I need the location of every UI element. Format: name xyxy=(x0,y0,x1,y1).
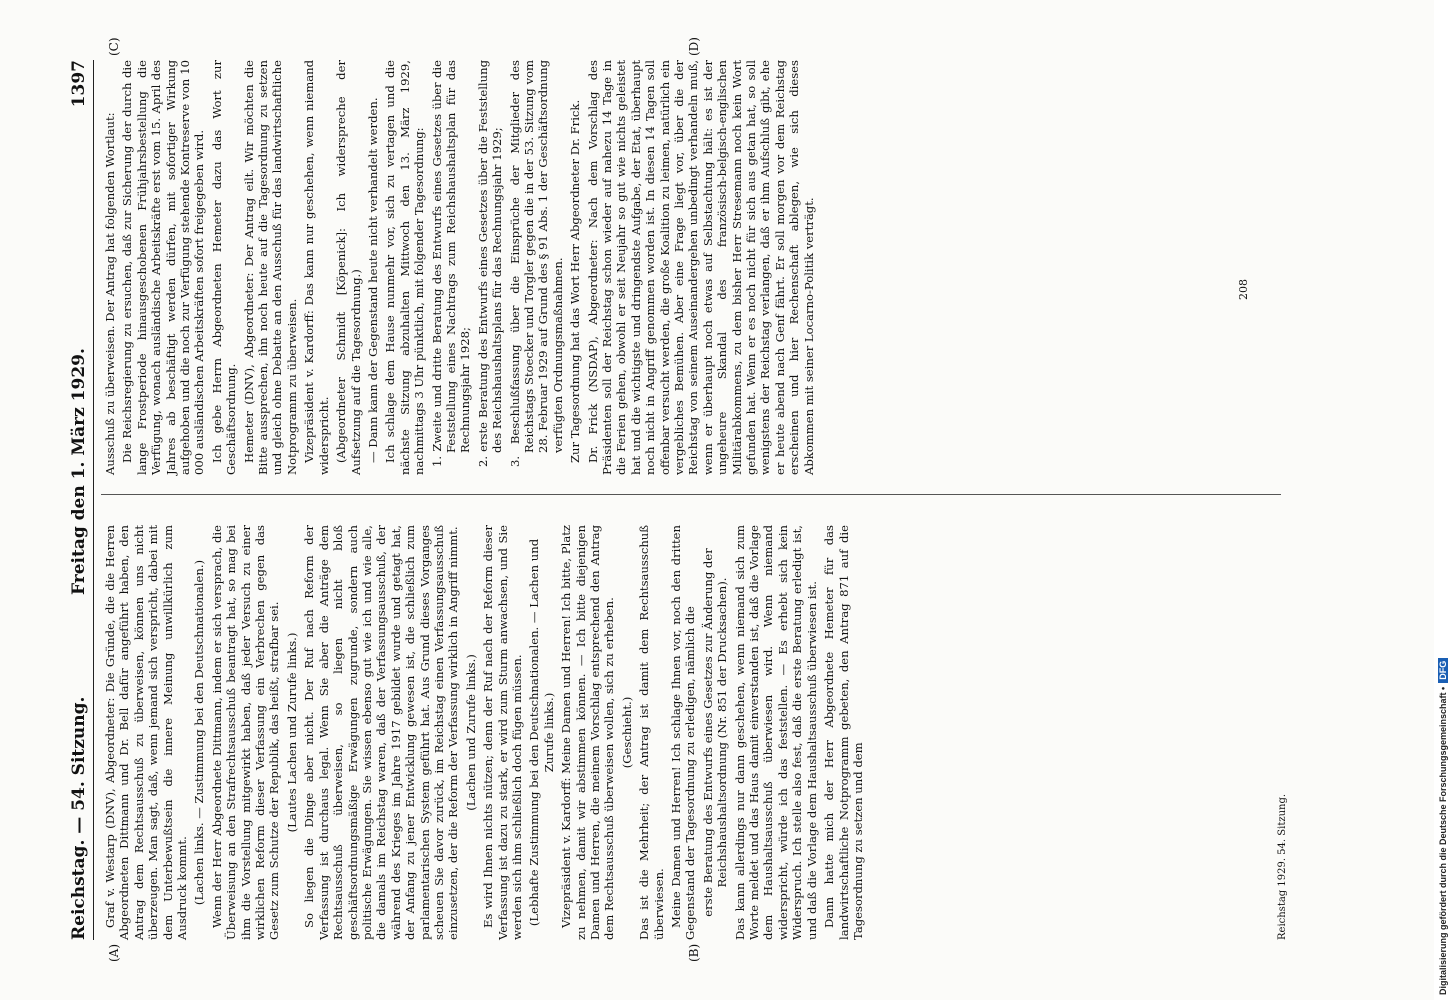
agenda-item: 3. Beschlußfassung über die Einsprüche der Mitglieder des Reichstags Stoecker und Torgler gegen die in der 53. Sitzung vom 28. Februar 1929 auf Grund des § 91 Abs. 1 der Geschäftsordnung verfügten Ordnungsmaßnahmen. xyxy=(507,60,565,467)
header-center: Freitag den 1. März 1929. xyxy=(69,348,89,595)
margin-mark-b: (B) xyxy=(687,943,701,962)
paragraph: Es wird Ihnen nichts nützen; denn der Ruf nach der Reform dieser Verfassung ist dazu zu stark, er wird zum Sturm anwachsen, und Sie werden sich ihm schließlich doch fügen müssen. xyxy=(481,525,524,940)
margin-mark-c: (C) xyxy=(107,37,121,56)
agenda-item: erste Beratung des Entwurfs eines Gesetzes zur Änderung der Reichshaushaltsordnung (Nr. 851 der Drucksachen). xyxy=(700,548,730,917)
paragraph: Meine Damen und Herren! Ich schlage Ihnen vor, noch den dritten Gegenstand der Tagesordnung zu erledigen, nämlich die xyxy=(669,525,698,940)
paragraph: Graf v. Westarp (DNV), Abgeordneter: Die Gründe, die die Herren Abgeordneten Dittmann und Dr. Bell dafür angeführt haben, den Antrag dem Rechtsausschuß zu überweisen, können uns nicht überzeugen. Man sagt, daß, wenn jemand sich verspricht, dabei mit dem Unterbewußtsein die innere Meinung unwillkürlich zum Ausdruck kommt. xyxy=(103,525,190,940)
page-footer: Reichstag 1929. 54. Sitzung. xyxy=(1277,793,1288,940)
page-header xyxy=(67,60,94,940)
interjection: (Lachen und Zurufe links.) xyxy=(463,654,478,811)
funding-text: Digitalisierung gefördert durch die Deutsche Forschungsgemeinschaft • xyxy=(1438,686,1448,995)
interjection: (Geschieht.) xyxy=(619,696,634,769)
paragraph: So liegen die Dinge aber nicht. Der Ruf nach Reform der Verfassung ist durchaus legal. Wenn Sie aber die Anträge dem Rechtsausschuß überweisen, so liegen nicht bloß geschäftsordnungsmäßige Erwägungen zugrunde, sondern auch politische Erwägungen. Sie wissen ebenso gut wie ich und wie alle, die damals im Reichstag waren, daß der Verfassungsausschuß, der während des Krieges im Jahre 1917 gebildet wurde und getagt hat, der Anfang zu jener Entwicklung gewesen ist, die schließlich zum parlamentarischen System geführt hat. Aus Grund dieses Vorganges scheuen Sie davor zurück, im Reichstag einen Verfassungsausschuß einzusetzen, der die Reform der Verfassung wirklich in Angriff nimmt. xyxy=(302,525,461,940)
paragraph: Vizepräsident v. Kardorff: Meine Damen und Herren! Ich bitte, Platz zu nehmen, damit wir abstimmen können. — Ich bitte diejenigen Damen und Herren, die meinem Vorschlag entsprechend den Antrag dem Rechtsausschuß überweisen wollen, sich zu erheben. xyxy=(559,525,617,940)
paragraph: Ich gebe Herrn Abgeordneten Hemeter dazu das Wort zur Geschäftsordnung. xyxy=(209,60,239,475)
sheet-number: 208 xyxy=(1237,279,1250,300)
interjection: (Lebhafte Zustimmung bei den Deutschnationalen. — Lachen und Zurufe links.) xyxy=(527,538,556,927)
column-divider xyxy=(101,494,1281,495)
paragraph: Ausschuß zu überweisen. Der Antrag hat folgenden Wortlaut: xyxy=(103,112,117,475)
paragraph: Zur Tagesordnung hat das Wort Herr Abgeordneter Dr. Frick. xyxy=(568,99,583,463)
paragraph: Das kann allerdings nur dann geschehen, wenn niemand sich zum Worte meldet und das Haus damit einverstanden ist, daß die Vorlage dem Haushaltsausschuß überwiesen wird. Wenn niemand widerspricht, würde ich das feststellen. — Es erhebt sich kein Widerspruch. Ich stelle also fest, daß die erste Beratung erledigt ist, und daß die Vorlage dem Haushaltsausschuß überwiesen ist. xyxy=(732,525,819,940)
paragraph: — Dann kann der Gegenstand heute nicht verhandelt werden. xyxy=(365,97,380,463)
margin-mark-a: (A) xyxy=(107,943,121,962)
interjection: (Lautes Lachen und Zurufe links.) xyxy=(284,632,299,833)
paragraph: Hemeter (DNV), Abgeordneter: Der Antrag eilt. Wir möchten die Bitte aussprechen, ihn noch heute auf die Tagesordnung zu setzen und gleich ohne Debatte an den Ausschuß für das landwirtschaftliche Notprogramm zu überweisen. xyxy=(241,60,299,475)
interjection: (Abgeordneter Schmidt [Köpenick]: Ich widerspreche der Aufsetzung auf die Tagesordnung.) xyxy=(334,60,363,475)
interjection: (Lachen links. — Zustimmung bei den Deutschnationalen.) xyxy=(192,559,207,906)
left-column xyxy=(103,525,868,940)
margin-mark-d: (D) xyxy=(687,37,701,56)
agenda-item: 2. erste Beratung des Entwurfs eines Gesetzes über die Feststellung des Reichshaushaltsplans für das Rechnungsjahr 1929; xyxy=(475,60,505,467)
rotated-document-page xyxy=(67,37,1297,962)
paragraph: Ich schlage dem Hause nunmehr vor, sich zu vertagen und die nächste Sitzung abzuhalten Mittwoch den 13. März 1929, nachmittags 3 Uhr pünktlich, mit folgender Tagesordnung: xyxy=(383,60,427,475)
paragraph: Wenn der Herr Abgeordnete Dittmann, indem er sich versprach, die Überweisung an den Strafrechtsausschuß beantragt hat, so mag bei ihm die Vorstellung mitgewirkt haben, daß jeder Versuch zu einer wirklichen Reform dieser Verfassung ein Verbrechen gegen das Gesetz zum Schutze der Republik, das heißt, strafbar sei. xyxy=(209,525,282,940)
page-number: 1397 xyxy=(69,60,89,108)
quoted-motion: Die Reichsregierung zu ersuchen, daß zur Sicherung der durch die lange Frostperiode hinausgeschobenen Frühjahrsbestellung die Verfügung, wonach ausländische Arbeitskräfte erst vom 15. April des Jahres ab beschäftigt werden dürfen, mit sofortiger Wirkung aufgehoben und die noch zur Verfügung stehende Kontreserve von 10 000 ausländischen Arbeitskräften sofort freigegeben wird. xyxy=(120,60,207,475)
paragraph: Das ist die Mehrheit; der Antrag ist damit dem Rechtsausschuß überwiesen. xyxy=(637,525,666,940)
paragraph: Vizepräsident v. Kardorff: Das kann nur geschehen, wenn niemand widerspricht. xyxy=(302,60,331,475)
dfg-logo: DFG xyxy=(1438,658,1448,683)
right-column xyxy=(103,60,819,475)
agenda-item: 1. Zweite und dritte Beratung des Entwurfs eines Gesetzes über die Feststellung eines Nachtrags zum Reichshaushaltsplan für das Rechnungsjahr 1928; xyxy=(429,60,473,467)
paragraph: Dann hatte mich der Herr Abgeordnete Hemeter für das landwirtschaftliche Notprogramm gebeten, den Antrag 871 auf die Tagesordnung zu setzen und dem xyxy=(822,525,865,940)
digitization-note xyxy=(1438,15,1454,995)
header-left: Reichstag. — 54. Sitzung. xyxy=(69,696,89,940)
paragraph: Dr. Frick (NSDAP), Abgeordneter: Nach dem Vorschlag des Präsidenten soll der Reichstag schon wieder auf nahezu 14 Tage in die Ferien gehen, obwohl er seit Neujahr so gut wie nichts geleistet hat und die wichtigste und dringendste Aufgabe, der Etat, überhaupt noch nicht in Angriff genommen worden ist. In diesen 14 Tagen soll offenbar versucht werden, die große Koalition zu leimen, natürlich ein vergebliches Bemühen. Aber eine Frage liegt vor, über die der Reichstag von seinem Auseinandergehen unbedingt verhandeln muß, wenn er überhaupt noch etwas auf Selbstachtung hält: es ist der ungeheure Skandal des französisch-belgisch-englischen Militärabkommens, zu dem bisher Herr Stresemann noch kein Wort gefunden hat. Wenn er es noch nicht für sich aus getan hat, so soll wenigstens der Reichstag verlangen, daß er ihm Aufschluß gibt, ehe er heute abend nach Genf fährt. Er soll morgen vor dem Reichstag erscheinen und hier Rechenschaft ablegen, wie sich dieses Abkommen mit seiner Locarno-Politik verträgt. xyxy=(585,60,816,475)
